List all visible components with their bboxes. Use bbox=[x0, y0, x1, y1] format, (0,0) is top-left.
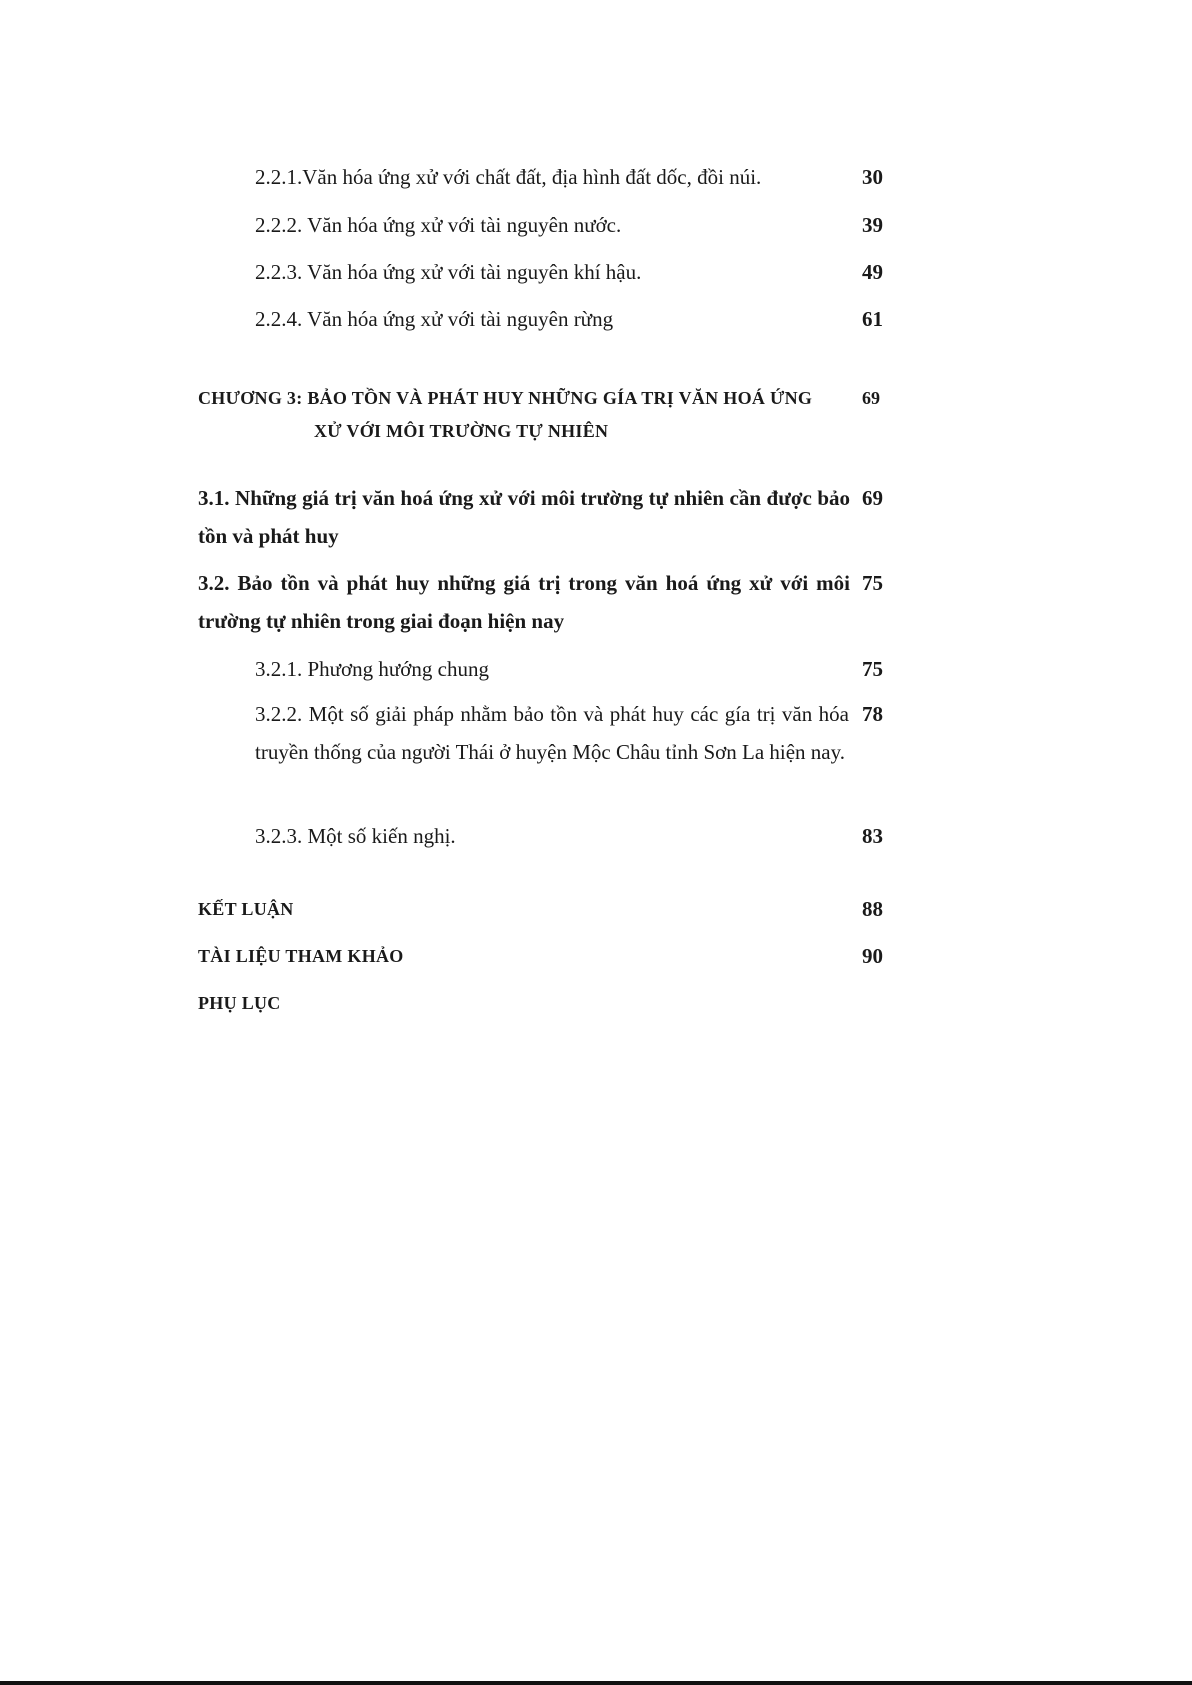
toc-entry-title: 2.2.3. Văn hóa ứng xử với tài nguyên khí hậu. bbox=[255, 260, 642, 284]
toc-entry-title: 3.2.3. Một số kiến nghị. bbox=[255, 824, 456, 848]
toc-entry-page: 75 bbox=[862, 571, 883, 595]
toc-entry-title: 2.2.4. Văn hóa ứng xử với tài nguyên rừng bbox=[255, 307, 614, 331]
toc-entry-page: 39 bbox=[862, 213, 883, 237]
toc-entry-title: PHỤ LỤC bbox=[198, 993, 281, 1013]
toc-entry-title: TÀI LIỆU THAM KHẢO bbox=[198, 946, 404, 966]
toc-entry-title: 2.2.2. Văn hóa ứng xử với tài nguyên nước. bbox=[255, 213, 622, 237]
page-bottom-edge bbox=[0, 1681, 1192, 1685]
toc-entry-page: 49 bbox=[862, 260, 883, 284]
toc-chapter-title-line2: XỬ VỚI MÔI TRƯỜNG TỰ NHIÊN bbox=[314, 421, 609, 441]
toc-entry-page: 88 bbox=[862, 897, 883, 921]
toc-entry-title: 3.2. Bảo tồn và phát huy những giá trị trong văn hoá ứng xử với môi trường tự nhiên trong giai đoạn hiện nay bbox=[198, 571, 850, 633]
toc-entry-page: 83 bbox=[862, 824, 883, 848]
toc-chapter-title-line1: CHƯƠNG 3: BẢO TỒN VÀ PHÁT HUY NHỮNG GÍA TRỊ VĂN HOÁ ỨNG bbox=[198, 388, 813, 408]
toc-entry-page: 78 bbox=[862, 702, 883, 726]
toc-entry-title: 3.2.2. Một số giải pháp nhằm bảo tồn và phát huy các gía trị văn hóa truyền thống của người Thái ở huyện Mộc Châu tỉnh Sơn La hiện nay. bbox=[255, 702, 849, 764]
toc-entry-page: 90 bbox=[862, 944, 883, 968]
toc-entry-title: 3.2.1. Phương hướng chung bbox=[255, 657, 489, 681]
toc-entry-title: 2.2.1.Văn hóa ứng xử với chất đất, địa hình đất dốc, đồi núi. bbox=[255, 165, 762, 189]
toc-entry-page: 30 bbox=[862, 165, 883, 189]
toc-entry-page: 69 bbox=[862, 486, 883, 510]
toc-entry-title: 3.1. Những giá trị văn hoá ứng xử với môi trường tự nhiên cần được bảo tồn và phát huy bbox=[198, 486, 850, 548]
toc-entry-title: KẾT LUẬN bbox=[198, 899, 294, 919]
toc-entry-page: 75 bbox=[862, 657, 883, 681]
toc-entry-page: 61 bbox=[862, 307, 883, 331]
toc-entry-page: 69 bbox=[862, 388, 880, 408]
